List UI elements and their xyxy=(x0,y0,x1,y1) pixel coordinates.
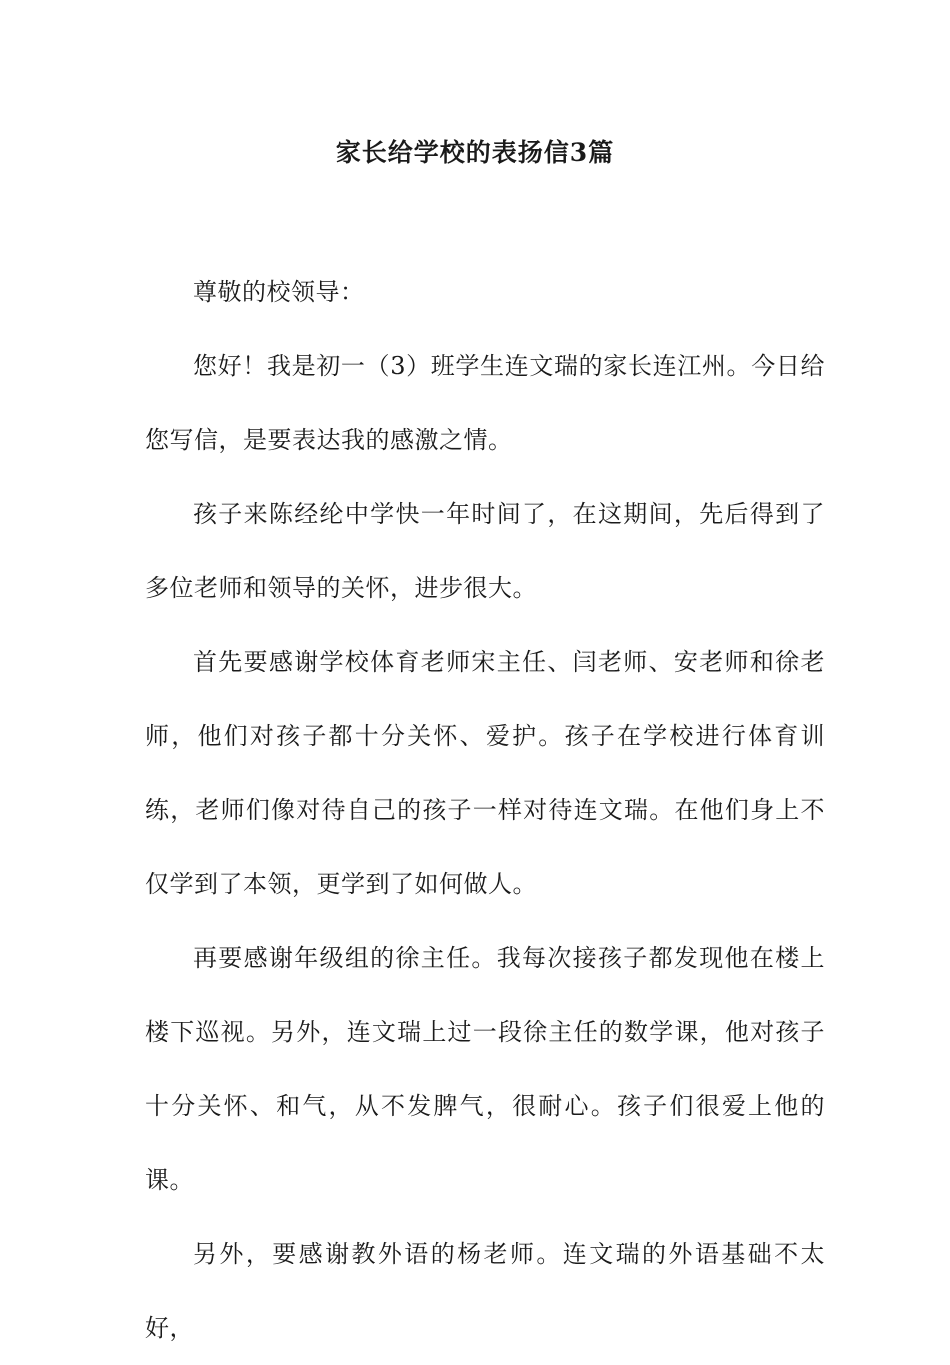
paragraph-greeting: 您好！我是初一（3）班学生连文瑞的家长连江州。今日给您写信，是要表达我的感激之情。 xyxy=(145,352,825,454)
paragraph-director-xu: 再要感谢年级组的徐主任。我每次接孩子都发现他在楼上楼下巡视。另外，连文瑞上过一段徐主任的数学课，他对孩子十分关怀、和气，从不发脾气，很耐心。孩子们很爱上他的课。 xyxy=(145,944,825,1194)
paragraph-progress: 孩子来陈经纶中学快一年时间了，在这期间，先后得到了多位老师和领导的关怀，进步很大。 xyxy=(145,500,825,602)
paragraph-pe-teachers: 首先要感谢学校体育老师宋主任、闫老师、安老师和徐老师，他们对孩子都十分关怀、爱护。孩子在学校进行体育训练，老师们像对待自己的孩子一样对待连文瑞。在他们身上不仅学到了本领，更学到了如何做人。 xyxy=(145,648,825,898)
salutation: 尊敬的校领导： xyxy=(193,278,365,306)
document-body xyxy=(145,255,825,1365)
document-title: 家长给学校的表扬信3篇 xyxy=(335,138,615,167)
paragraph-teacher-yang: 另外，要感谢教外语的杨老师。连文瑞的外语基础不太好， xyxy=(145,1240,825,1342)
